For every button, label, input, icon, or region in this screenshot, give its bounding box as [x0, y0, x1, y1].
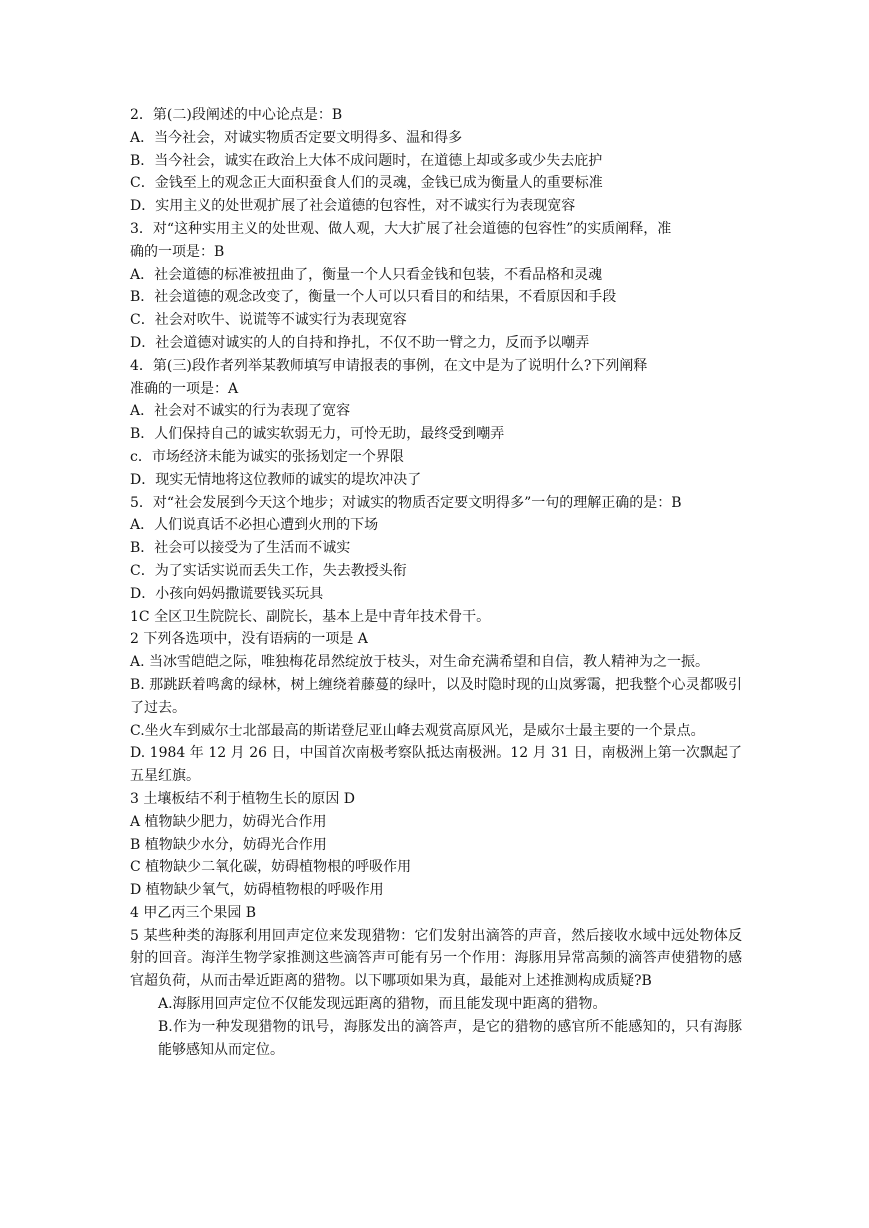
- item3-stem: 3 土壤板结不利于植物生长的原因 D: [130, 790, 356, 807]
- q5-option-c: C．为了实话实说而丢失工作，失去教授头衔: [130, 562, 407, 579]
- q3-stem-line1: 3．对“这种实用主义的处世观、做人观，大大扩展了社会道德的包容性”的实质阐释，准: [130, 220, 672, 237]
- q4-option-d: D．现实无情地将这位教师的诚实的堤坎冲决了: [130, 471, 422, 488]
- q3-option-b: B．社会道德的观念改变了，衡量一个人可以只看目的和结果，不看原因和手段: [130, 289, 617, 306]
- item3-option-b: B 植物缺少水分，妨碍光合作用: [130, 836, 327, 853]
- q3-stem-line2: 确的一项是：B: [130, 243, 225, 260]
- q5-option-a: A．人们说真话不必担心遭到火刑的下场: [130, 517, 379, 534]
- item2-option-d: D. 1984 年 12 月 26 日，中国首次南极考察队抵达南极洲。12 月 31 日，南极洲上第一次飘起了五星红旗。: [130, 745, 742, 785]
- item1-answer: 1C 全区卫生院院长、副院长，基本上是中青年技术骨干。: [130, 608, 491, 625]
- item2-option-b: B. 那跳跃着鸣禽的绿林，树上缠绕着藤蔓的绿叶，以及时隐时现的山岚雾霭，把我整个心灵都吸引了过去。: [130, 676, 742, 716]
- q3-option-a: A．社会道德的标准被扭曲了，衡量一个人只看金钱和包装，不看品格和灵魂: [130, 266, 603, 283]
- q5-stem: 5．对“社会发展到今天这个地步；对诚实的物质否定要文明得多”一句的理解正确的是：B: [130, 494, 682, 511]
- q4-stem-line1: 4．第(三)段作者列举某教师填写申请报表的事例，在文中是为了说明什么?下列阐释: [130, 357, 648, 374]
- document-page: [130, 104, 742, 1061]
- q2-stem: 2．第(二)段阐述的中心论点是：B: [130, 107, 343, 123]
- item3-option-a: A 植物缺少肥力，妨碍光合作用: [130, 813, 327, 830]
- item5-option-b: B.作为一种发现猎物的讯号，海豚发出的滴答声，是它的猎物的感官所不能感知的，只有海豚能够感知从而定位。: [158, 1018, 742, 1058]
- item3-option-c: C 植物缺少二氧化碳，妨碍植物根的呼吸作用: [130, 859, 412, 876]
- item5-stem: 5 某些种类的海豚利用回声定位来发现猎物：它们发射出滴答的声音，然后接收水域中远处物体反射的回音。海洋生物学家推测这些滴答声可能有另一个作用：海豚用异常高频的滴答声使猎物的感官超负荷，从而击晕近距离的猎物。以下哪项如果为真，最能对上述推测构成质疑?B: [130, 927, 742, 990]
- q4-option-a: A．社会对不诚实的行为表现了宽容: [130, 403, 351, 420]
- item2-stem: 2 下列各选项中，没有语病的一项是 A: [130, 631, 368, 648]
- item4-stem: 4 甲乙丙三个果园 B: [130, 904, 257, 921]
- q4-option-b: B．人们保持自己的诚实软弱无力，可怜无助，最终受到嘲弄: [130, 426, 505, 443]
- q2-option-c: C．金钱至上的观念正大面积蚕食人们的灵魂，金钱已成为衡量人的重要标准: [130, 175, 603, 192]
- q2-option-a: A．当今社会，对诚实物质否定要文明得多、温和得多: [130, 129, 463, 146]
- q4-stem-line2: 准确的一项是：A: [130, 380, 239, 397]
- q3-option-d: D．社会道德对诚实的人的自持和挣扎，不仅不助一臂之力，反而予以嘲弄: [130, 334, 590, 351]
- item2-option-a: A. 当冰雪皑皑之际，唯独梅花昂然绽放于枝头，对生命充满希望和自信，教人精神为之一振。: [130, 654, 710, 671]
- q5-option-d: D．小孩向妈妈撒谎要钱买玩具: [130, 585, 324, 602]
- item3-option-d: D 植物缺少氧气，妨碍植物根的呼吸作用: [130, 882, 384, 899]
- q2-option-d: D．实用主义的处世观扩展了社会道德的包容性，对不诚实行为表现宽容: [130, 198, 576, 215]
- q4-option-c: c．市场经济未能为诚实的张扬划定一个界限: [130, 448, 404, 465]
- item2-option-c: C.坐火车到威尔士北部最高的斯诺登尼亚山峰去观赏高原风光，是威尔士最主要的一个景点。: [130, 722, 705, 739]
- q5-option-b: B．社会可以接受为了生活而不诚实: [130, 540, 351, 557]
- item5-option-a: A.海豚用回声定位不仅能发现远距离的猎物，而且能发现中距离的猎物。: [158, 996, 607, 1013]
- q3-option-c: C．社会对吹牛、说谎等不诚实行为表现宽容: [130, 312, 407, 329]
- q2-option-b: B．当今社会，诚实在政治上大体不成问题时，在道德上却或多或少失去庇护: [130, 152, 603, 169]
